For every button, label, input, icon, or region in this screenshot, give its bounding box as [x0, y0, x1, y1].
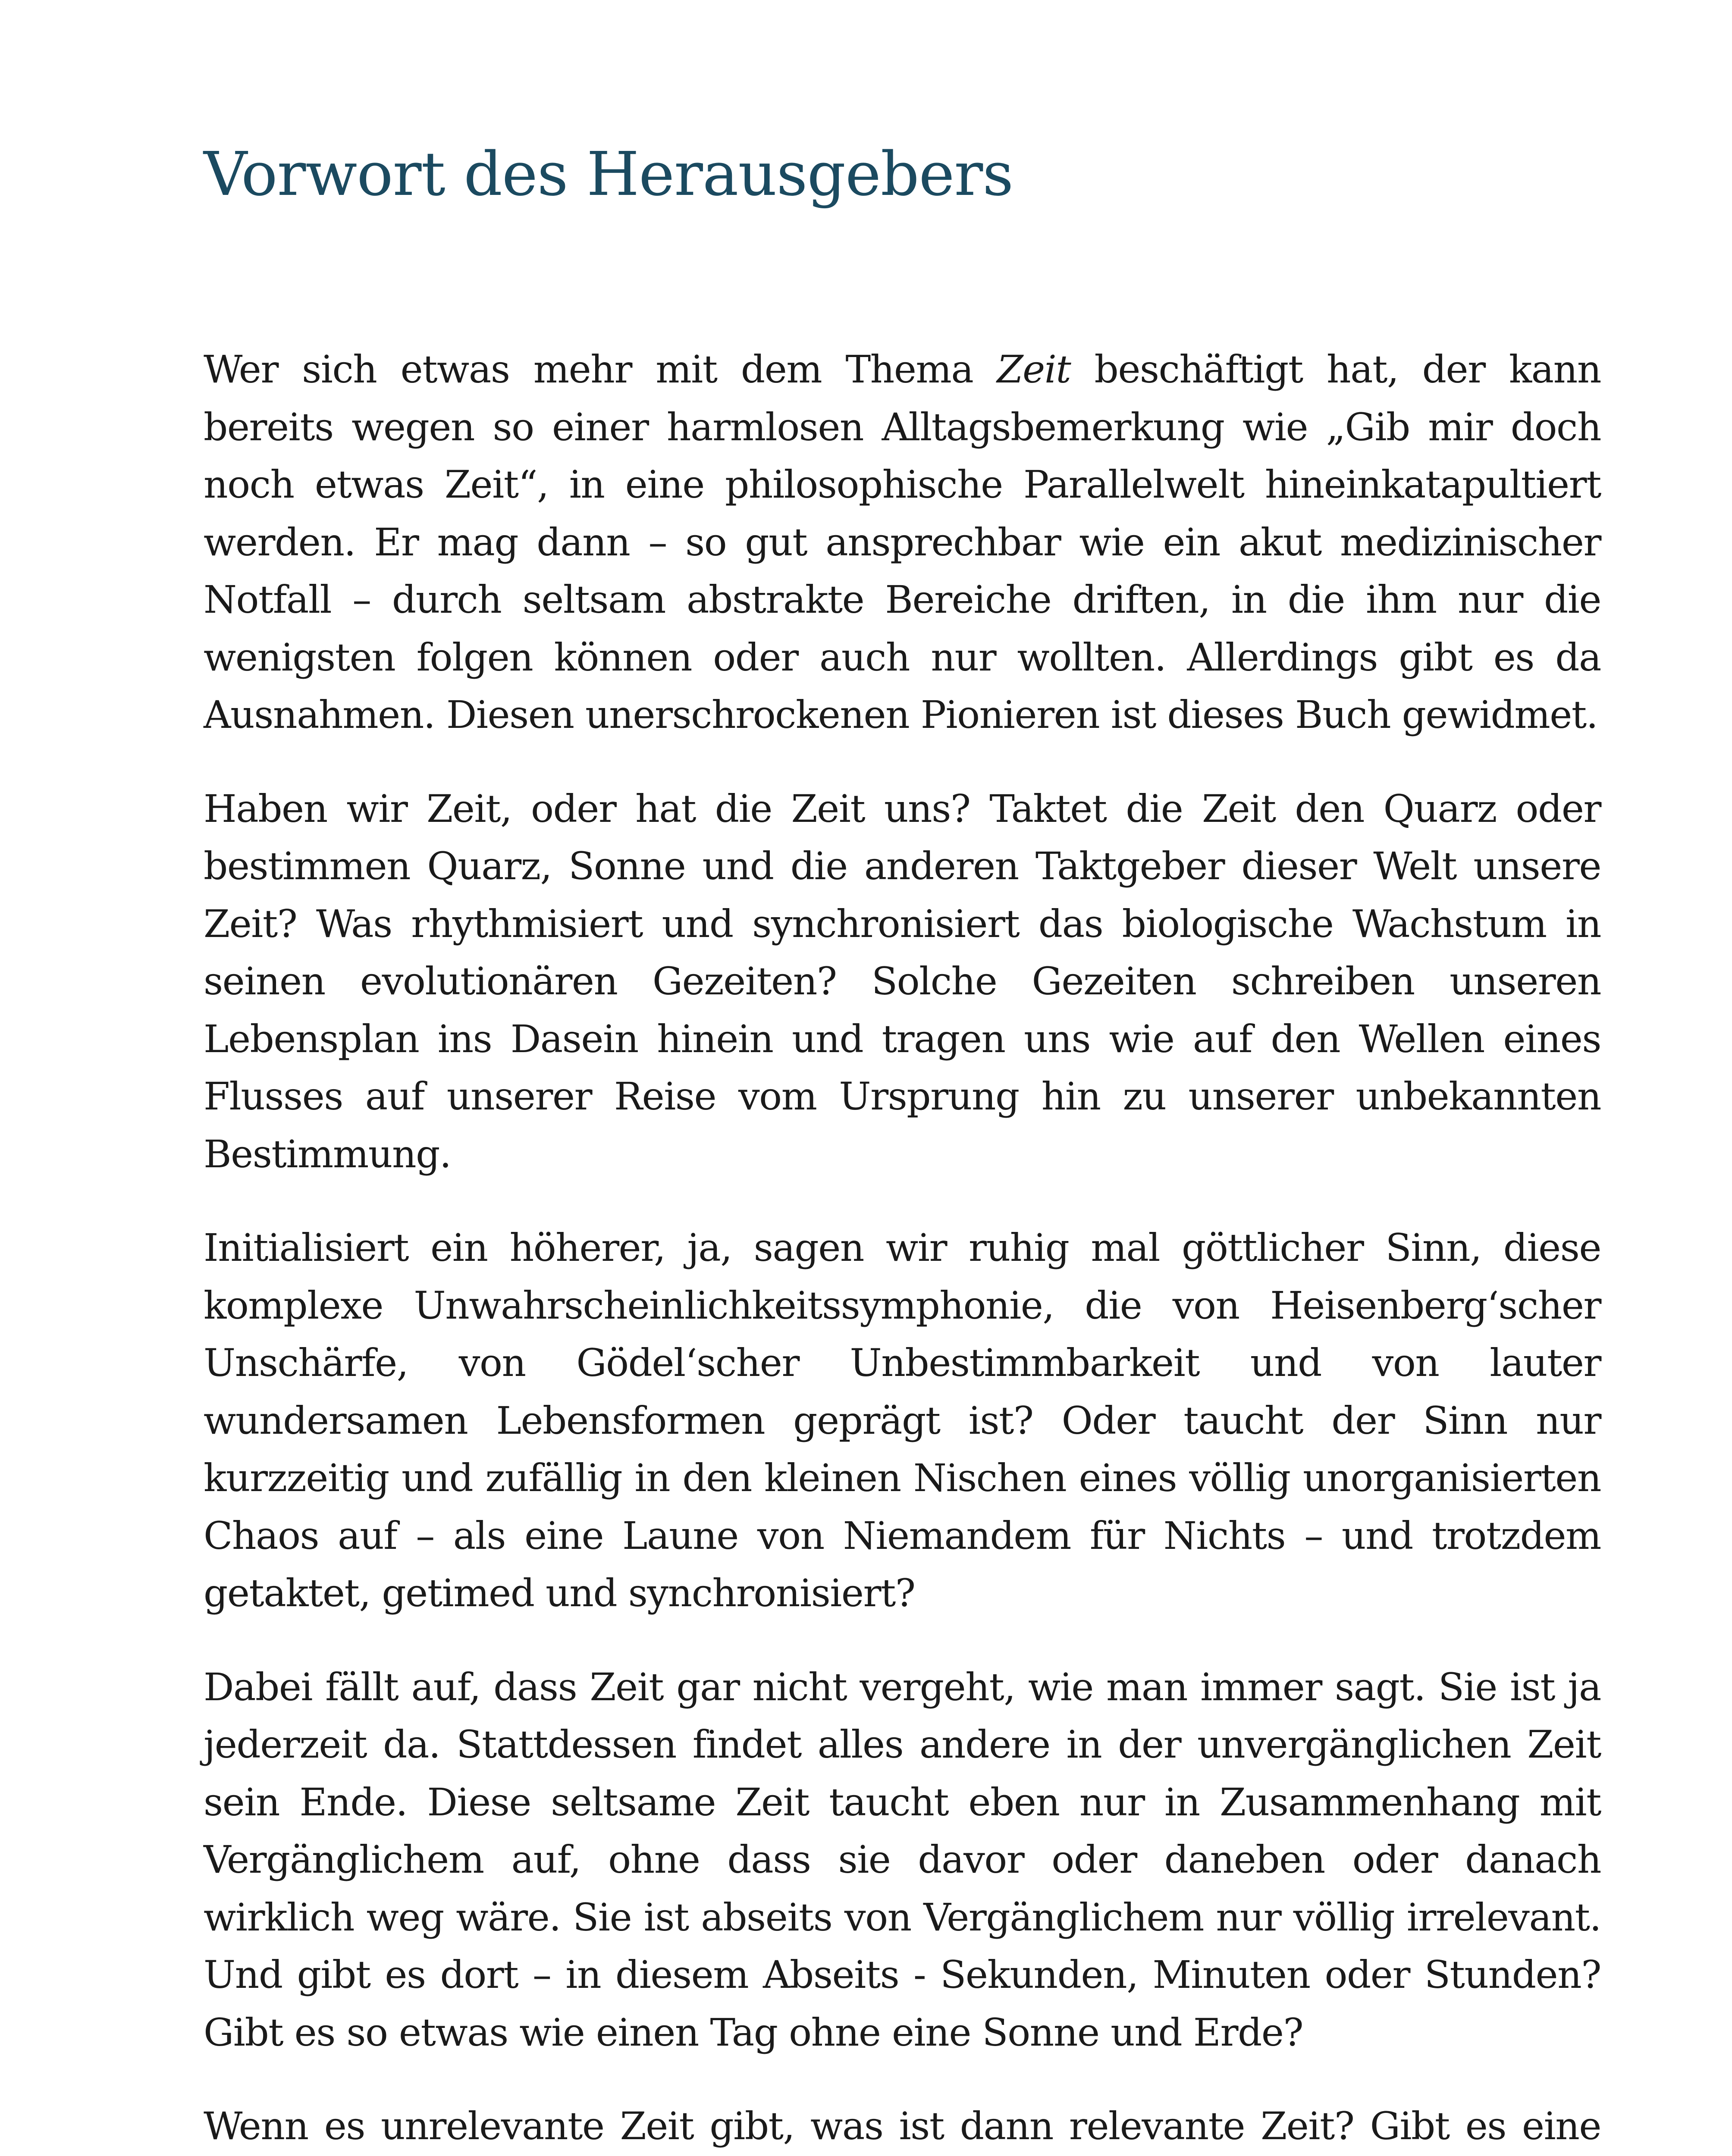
paragraph-4: Dabei fällt auf, dass Zeit gar nicht vergeht, wie man immer sagt. Sie ist ja jederzeit da. Stattdessen findet alles andere in der unvergänglichen Zeit sein Ende. Diese seltsame Zeit taucht eben nur in Zusammenhang mit Vergänglichem auf, ohne dass sie davor oder daneben oder danach wirklich weg wäre. Sie ist abseits von Vergänglichem nur völlig irrelevant. Und gibt es dort – in diesem Abseits - Sekunden, Minuten oder Stunden? Gibt es so etwas wie einen Tag ohne eine Sonne und Erde?	[204, 1664, 1601, 2055]
paragraph-1-rest: beschäftigt hat, der kann bereits wegen so einer harmlosen Alltagsbemerkung wie „Gib mir doch noch etwas Zeit“, in eine philosophische Parallelwelt hineinkatapultiert werden. Er mag dann – so gut ansprechbar wie ein akut medizinischer Notfall – durch seltsam abstrakte Bereiche driften, in die ihm nur die wenigsten folgen können oder auch nur wollten. Allerdings gibt es da Ausnahmen. Diesen unerschrockenen Pionieren ist dieses Buch gewidmet.	[204, 347, 1601, 737]
paragraph-1-lead: Wer sich etwas mehr mit dem Thema	[204, 347, 997, 392]
paragraph-5: Wenn es unrelevante Zeit gibt, was ist dann relevante Zeit? Gibt es eine	[204, 2104, 1601, 2148]
paragraph-1	[204, 341, 1601, 744]
paragraph-2: Haben wir Zeit, oder hat die Zeit uns? Taktet die Zeit den Quarz oder bestimmen Quarz, Sonne und die anderen Taktgeber dieser Welt unsere Zeit? Was rhythmisiert und synchronisiert das biologische Wachstum in seinen evolutionären Gezeiten? Solche Gezeiten schreiben unseren Lebensplan ins Dasein hinein und tragen uns wie auf den Wellen eines Flusses auf unserer Reise vom Ursprung hin zu unserer unbekannten Bestimmung.	[204, 786, 1601, 1176]
paragraph-3: Initialisiert ein höherer, ja, sagen wir ruhig mal göttlicher Sinn, diese komplexe Unwahrscheinlichkeitssymphonie, die von Heisenberg‘scher Unschärfe, von Gödel‘scher Unbestimmbarkeit und von lauter wundersamen Lebensformen geprägt ist? Oder taucht der Sinn nur kurzzeitig und zufällig in den kleinen Nischen eines völlig unorganisierten Chaos auf – als eine Laune von Niemandem für Nichts – und trotzdem getaktet, getimed und synchronisiert?	[204, 1225, 1601, 1615]
body-text	[204, 341, 1601, 2156]
paragraph-1-italic-term: Zeit	[997, 347, 1071, 392]
chapter-heading: Vorwort des Herausgebers	[204, 139, 1013, 210]
